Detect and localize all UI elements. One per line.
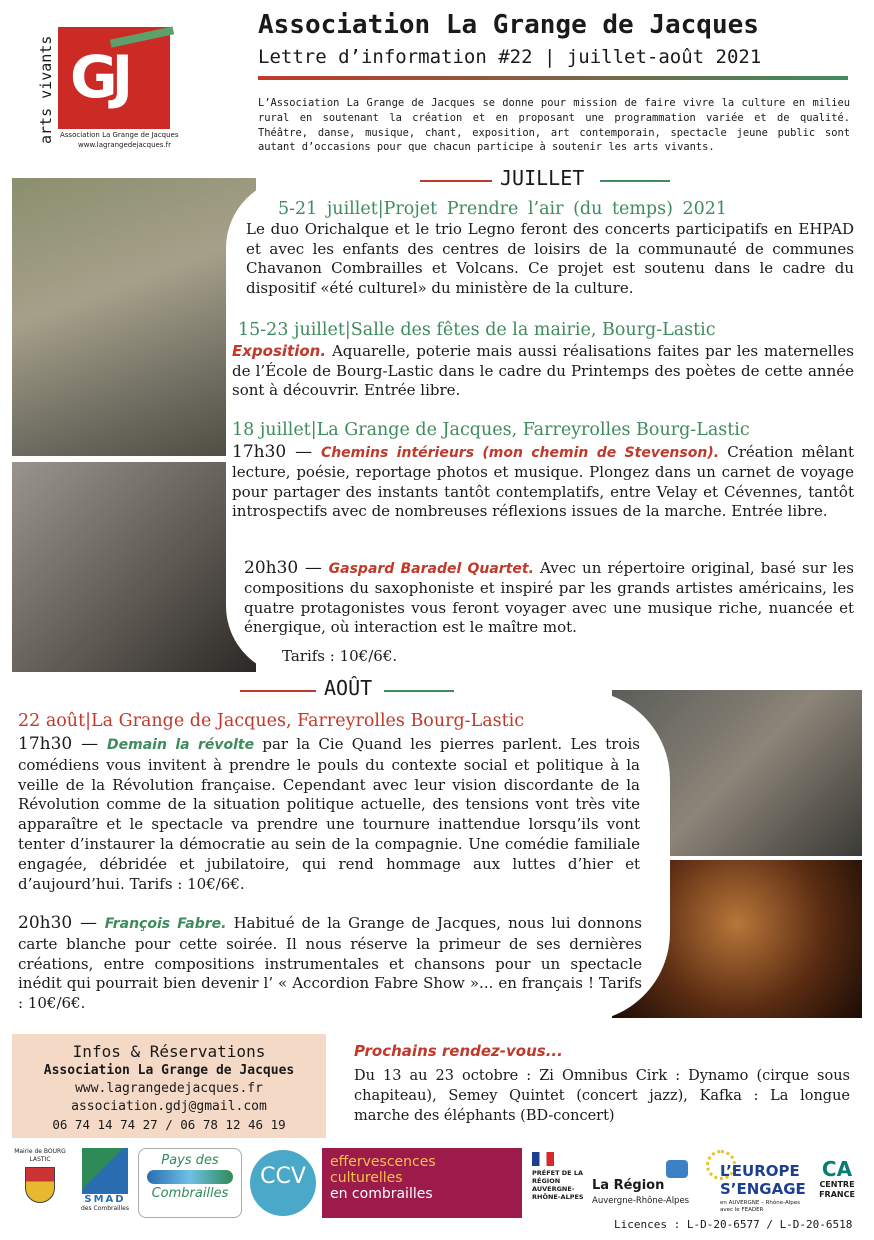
infos-title: Infos & Réservations — [72, 1042, 266, 1061]
event-2-title: Exposition. — [232, 342, 327, 360]
prochains-body: Du 13 au 23 octobre : Zi Omnibus Cirk : Dynamo (cirque sous chapiteau), Semey Quintet (concert jazz), Kafka : La longue marche des éléphants (BD-concert) — [354, 1068, 850, 1124]
juillet-rule-right — [600, 180, 670, 182]
event-3-body2: Avec un répertoire original, basé sur les compositions du saxophoniste et inspiré par les grands artistes américains, les quatre protagonistes vous feront voyager avec une musique riche, nuancée et énergique, où interaction est le maître mot. — [244, 559, 854, 637]
smad-icon — [82, 1148, 128, 1194]
page-subtitle: Lettre d’information #22 | juillet-août 2021 — [258, 46, 762, 68]
pays-text: Pays des — [161, 1153, 219, 1168]
partner-effervescences — [322, 1148, 522, 1218]
aout-heading: AOÛT — [318, 676, 378, 700]
event-3-body1: Création mêlant lecture, poésie, reportage photos et musique. Plongez dans un carnet de voyage pour partager des instants tantôt contemplatifs, entre Velay et Cévennes, tantôt introspectifs avec de nombreuses réflexions issues de la marche. Entrée libre. — [232, 443, 854, 521]
infos-org: Association La Grange de Jacques — [43, 1063, 295, 1078]
logo-caption: Association La Grange de Jacques — [60, 131, 179, 139]
aout-event-1 — [18, 733, 640, 895]
aout-time2: 20h30 — — [18, 913, 105, 933]
aout-body1: par la Cie Quand les pierres parlent. Les trois comédiens vous invitent à prendre le pouls du contexte social et politique à la veille de la Révolution française. Cependant avec leur vision discordante de la Révolution comme de la situation politique actuelle, des tensions vont très vite apparaître et le spectacle va prendre une tournure inattendue lorsqu’ils vont tenter d’instaurer la démocratie au sein de la compagnie. Une comédie familiale engagée, débridée et jubilatoire, qui rend hommage aux luttes d’hier et d’aujourd’hui. Tarifs : 10€/6€. — [18, 735, 640, 894]
aout-title2: François Fabre. — [104, 916, 227, 932]
aout-head: 22 août|La Grange de Jacques, Farreyrolles Bourg-Lastic — [18, 711, 525, 731]
ca-icon: CA — [821, 1157, 853, 1181]
event-2-body: Aquarelle, poterie mais aussi réalisations faites par les maternelles de l’École de Bourg-Lastic dans le cadre du Printemps des poètes de cette année sont à découvrir. Entrée libre. — [232, 342, 854, 399]
pays-text2: Combrailles — [151, 1186, 229, 1201]
page-title: Association La Grange de Jacques — [258, 10, 759, 40]
smad-sub: des Combrailles — [80, 1205, 129, 1212]
marianne-icon — [532, 1152, 554, 1166]
aout-title1: Demain la révolte — [107, 737, 255, 753]
logo-url: www.lagrangedejacques.fr — [78, 141, 172, 149]
ca-text: CENTRE FRANCE — [819, 1180, 855, 1199]
pays-wave-icon — [147, 1170, 233, 1184]
partner-ccv — [250, 1150, 316, 1216]
infos-mail[interactable]: association.gdj@gmail.com — [71, 1099, 267, 1114]
region-icon — [666, 1160, 688, 1178]
event-2-text — [232, 342, 854, 401]
infos-phones: 06 74 14 74 27 / 06 78 12 46 19 — [52, 1117, 286, 1132]
mairie-text: Mairie de BOURG LASTIC — [14, 1148, 66, 1163]
aout-rule-left — [240, 690, 316, 692]
aout-body2: Habitué de la Grange de Jacques, nous lui donnons carte blanche pour cette soirée. Il nous réserve la primeur de ses dernières créations, entre compositions instrumentales et chansons pour un spectacle inédit qui pourrait bien devenir l’ « Accordion Fabre Show »... en français ! Tarifs : 10€/6€. — [18, 914, 642, 1013]
event-3-text — [232, 441, 854, 522]
partner-mairie — [14, 1148, 66, 1220]
europe-text1: L’EUROPE — [720, 1162, 800, 1180]
ccv-text: CCV — [260, 1164, 306, 1189]
event-2-head: 15-23 juillet|Salle des fêtes de la mairie, Bourg-Lastic — [238, 320, 716, 340]
event-3-head: 18 juillet|La Grange de Jacques, Farreyrolles Bourg-Lastic — [232, 420, 750, 440]
event-3-tarif: Tarifs : 10€/6€. — [282, 647, 398, 665]
event-1-body: Le duo Orichalque et le trio Legno feront des concerts participatifs en EHPAD et avec les enfants des centres de loisirs de la communauté de communes Chavanon Combrailles et Volcans. Ce projet est soutenu dans le cadre du dispositif «été culturel» du ministère de la culture. — [246, 220, 854, 297]
region-sub: Auvergne-Rhône-Alpes — [592, 1196, 690, 1206]
region-text: La Région — [592, 1178, 665, 1193]
event-3-title1: Chemins intérieurs (mon chemin de Stevenson). — [320, 445, 720, 461]
juillet-rule-left — [420, 180, 492, 182]
eff-text3: en combrailles — [330, 1186, 433, 1202]
smad-text: SMAD — [84, 1194, 126, 1205]
path-photo — [12, 178, 256, 456]
mairie-shield-icon — [25, 1167, 55, 1203]
partner-region — [592, 1160, 704, 1216]
juillet-heading: JUILLET — [494, 166, 590, 190]
eff-text2: culturelles — [330, 1170, 403, 1186]
partner-pays — [138, 1148, 242, 1218]
event-3-time1: 17h30 — — [232, 442, 321, 462]
event-1-head: 5-21 juillet|Projet Prendre l’air (du temps) 2021 — [278, 199, 728, 219]
partner-smad — [80, 1148, 130, 1218]
event-3-time2: 20h30 — — [244, 558, 329, 578]
prefet-text: PRÉFET DE LA RÉGION AUVERGNE-RHÔNE-ALPES — [532, 1169, 584, 1201]
europe-text2: S’ENGAGE — [720, 1180, 806, 1198]
licences: Licences : L-D-20-6577 / L-D-20-6518 — [614, 1218, 853, 1231]
mission-text: L’Association La Grange de Jacques se donne pour mission de faire vivre la culture en milieu rural en soutenant la création et en proposant une programmation variée et de qualité. Théâtre, danse, musique, chant, exposition, art contemporain, spectacle jeune public sont autant d’occasions pour que chacun participe à soutenir les arts vivants. — [258, 97, 850, 154]
band-photo — [12, 462, 256, 672]
logo — [20, 15, 180, 155]
partner-ca — [812, 1158, 862, 1212]
aout-rule-right — [384, 690, 454, 692]
eff-text1: effervescences — [330, 1154, 436, 1170]
logo-letters: GJ — [70, 43, 128, 111]
prochains-title: Prochains rendez-vous... — [354, 1042, 563, 1060]
partner-europe — [706, 1148, 810, 1218]
header-underline — [258, 76, 848, 80]
europe-text3: en AUVERGNE – Rhône-Alpes avec le FEADER — [720, 1200, 800, 1213]
partner-prefet — [532, 1152, 590, 1216]
event-3-title2: Gaspard Baradel Quartet. — [328, 561, 534, 577]
event-3b-text — [244, 557, 854, 638]
logo-side-text: arts vivants — [37, 35, 55, 144]
aout-event-2 — [18, 912, 642, 1014]
infos-web[interactable]: www.lagrangedejacques.fr — [75, 1081, 263, 1096]
infos-box — [12, 1034, 326, 1138]
aout-time1: 17h30 — — [18, 734, 108, 754]
